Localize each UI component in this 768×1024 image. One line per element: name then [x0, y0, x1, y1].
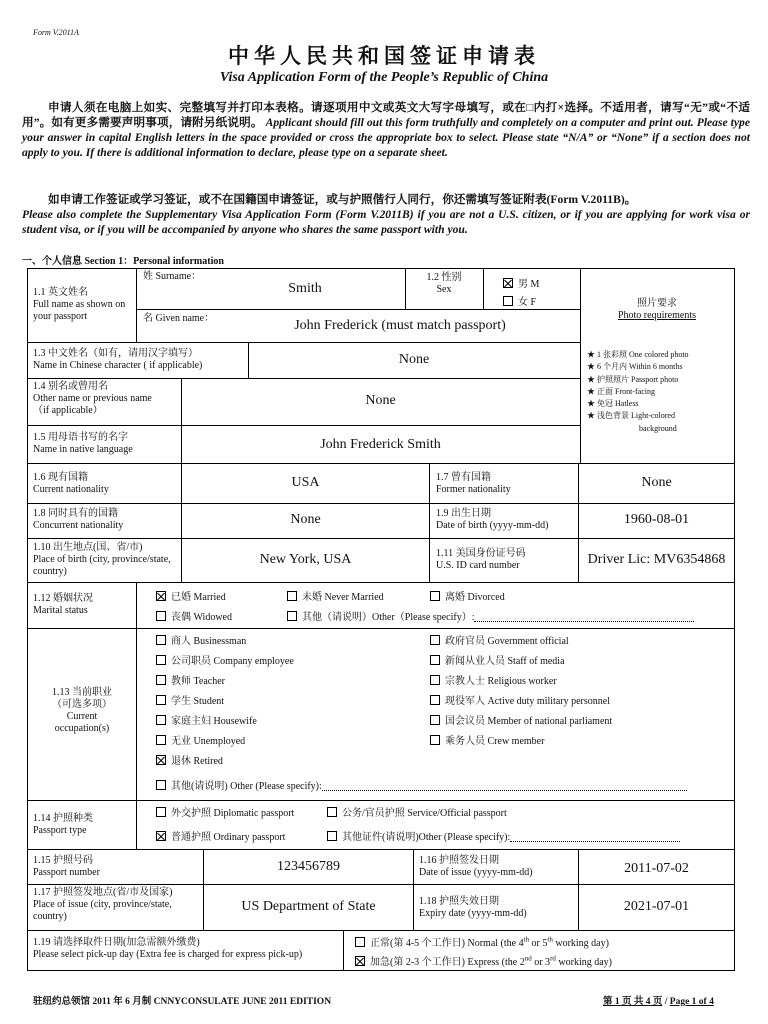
occupation-company-employee-option[interactable]: 公司职员 Company employee — [156, 652, 294, 667]
passport-issue-place-value[interactable]: US Department of State — [241, 899, 376, 914]
field-1-4-label: 1.4 别名或曾用名 Other name or previous name （if applicable） — [33, 381, 152, 416]
passport-ordinary-option[interactable]: 普通护照 Ordinary passport — [156, 828, 285, 843]
sex-male-option[interactable]: 男 M — [503, 275, 539, 290]
current-nationality-value[interactable]: USA — [291, 475, 320, 490]
checkbox-icon[interactable] — [430, 591, 440, 601]
photo-req-item: ★ 正面 Front-facing — [587, 386, 655, 396]
checkbox-icon[interactable] — [287, 611, 297, 621]
marital-never-married-option[interactable]: 未婚 Never Married — [287, 588, 384, 603]
pickup-express-option[interactable]: 加急(第 2-3 个工作日) Express (the 2nd or 3rd working day) — [355, 953, 612, 968]
occupation-businessman-option[interactable]: 商人 Businessman — [156, 632, 246, 647]
marital-widowed-option[interactable]: 丧偶 Widowed — [156, 608, 232, 623]
checkbox-icon[interactable] — [327, 831, 337, 841]
occupation-religious-worker-option[interactable]: 宗教人士 Religious worker — [430, 672, 557, 687]
given-name-value[interactable]: John Frederick (must match passport) — [294, 318, 506, 333]
occupation-student-option[interactable]: 学生 Student — [156, 692, 224, 707]
marital-other-input[interactable] — [474, 621, 694, 622]
occupation-retired-option[interactable]: 退休 Retired — [156, 752, 223, 767]
field-1-2-label: 1.2 性别 Sex — [426, 272, 462, 295]
occupation-government-official-option[interactable]: 政府官员 Government official — [430, 632, 569, 647]
footer-edition: 驻纽约总领馆 2011 年 6 月制 CNNYCONSULATE JUNE 2011 EDITION — [33, 997, 332, 1007]
form-number: Form V.2011A — [33, 28, 79, 37]
checkbox-icon[interactable] — [355, 937, 365, 947]
photo-req-item: ★ 浅色背景 Light-colored — [587, 411, 675, 421]
marital-other-option[interactable]: 其他（请说明）Other（Please specify）: — [287, 608, 694, 623]
field-1-19-label: 1.19 请选择取件日期(加急需额外缴费) Please select pick-up day (Extra fee is charged for express pick-up) — [33, 937, 303, 960]
checkbox-icon[interactable] — [327, 807, 337, 817]
us-id-number-value[interactable]: Driver Lic: MV6354868 — [587, 552, 726, 567]
checkbox-checked-icon[interactable] — [156, 755, 166, 765]
checkbox-icon[interactable] — [156, 807, 166, 817]
photo-requirements-list — [587, 349, 732, 435]
field-1-16-label: 1.16 护照签发日期 Date of issue (yyyy-mm-dd) — [419, 855, 533, 878]
checkbox-icon[interactable] — [156, 695, 166, 705]
checkbox-icon[interactable] — [156, 715, 166, 725]
passport-other-input[interactable] — [510, 841, 680, 842]
checkbox-icon[interactable] — [156, 780, 166, 790]
checkbox-icon[interactable] — [156, 611, 166, 621]
checkbox-icon[interactable] — [430, 715, 440, 725]
checkbox-checked-icon[interactable] — [355, 956, 365, 966]
photo-req-item: ★ 1 张彩照 One colored photo — [587, 350, 689, 359]
passport-service-option[interactable]: 公务/官员护照 Service/Official passport — [327, 804, 507, 819]
field-1-5-label: 1.5 用母语书写的名字 Name in native language — [33, 432, 133, 455]
surname-label: 姓 Surname： — [143, 271, 202, 282]
checkbox-icon[interactable] — [430, 655, 440, 665]
checkbox-icon[interactable] — [156, 655, 166, 665]
checkbox-icon[interactable] — [430, 735, 440, 745]
checkbox-icon[interactable] — [156, 735, 166, 745]
other-name-value[interactable]: None — [365, 393, 396, 408]
place-of-birth-value[interactable]: New York, USA — [259, 552, 352, 567]
passport-other-option[interactable]: 其他证件(请说明)Other (Please specify): — [327, 828, 680, 843]
field-1-6-label: 1.6 现有国籍 Current nationality — [33, 472, 109, 495]
passport-diplomatic-option[interactable]: 外交护照 Diplomatic passport — [156, 804, 294, 819]
occupation-crew-member-option[interactable]: 乘务人员 Crew member — [430, 732, 544, 747]
occupation-housewife-option[interactable]: 家庭主妇 Housewife — [156, 712, 257, 727]
instructions-paragraph-1: 申请人须在电脑上如实、完整填写并打印本表格。请逐项用中文或英文大写字母填写，或在□内打×选择。不适用者，请写“无”或“不适用”。如有更多需要声明事项，请附另纸说明。 Applicant should fill out this form truthfully and completely on a computer and print out. Please type your answer in capital English letters in the space provided or cross the appropriate box to select. Please state “N/A” or “None” if a section does not apply to you. If there is additional information to declare, please type on a separate sheet. — [22, 101, 750, 159]
field-1-1-label: 1.1 英文姓名 Full name as shown on your passport — [33, 287, 126, 322]
photo-req-item: background — [639, 423, 677, 433]
field-1-8-label: 1.8 同时具有的国籍 Concurrent nationality — [33, 508, 124, 531]
passport-expiry-date-value[interactable]: 2021-07-01 — [623, 899, 690, 914]
field-1-15-label: 1.15 护照号码 Passport number — [33, 855, 100, 878]
occupation-teacher-option[interactable]: 教师 Teacher — [156, 672, 225, 687]
native-name-value[interactable]: John Frederick Smith — [320, 437, 441, 452]
field-1-12-label: 1.12 婚姻状况 Marital status — [33, 593, 93, 616]
section-1-heading: 一、个人信息 Section 1：Personal information — [22, 256, 224, 267]
checkbox-icon[interactable] — [156, 675, 166, 685]
sex-female-option[interactable]: 女 F — [503, 293, 536, 308]
occupation-military-option[interactable]: 现役军人 Active duty military personnel — [430, 692, 610, 707]
passport-issue-date-value[interactable]: 2011-07-02 — [624, 861, 689, 876]
field-1-13-label: 1.13 当前职业 （可选多项） Current occupation(s) — [52, 687, 112, 734]
form-title-english: Visa Application Form of the People’s Republic of China — [219, 70, 549, 85]
field-1-18-label: 1.18 护照失效日期 Expiry date (yyyy-mm-dd) — [419, 896, 527, 919]
checkbox-icon[interactable] — [430, 695, 440, 705]
photo-req-item: ★ 护照照片 Passport photo — [587, 374, 679, 384]
photo-req-item: ★ 免冠 Hatless — [587, 399, 639, 409]
passport-number-value[interactable]: 123456789 — [277, 859, 340, 874]
pickup-normal-option[interactable]: 正常(第 4-5 个工作日) Normal (the 4th or 5th working day) — [355, 934, 609, 949]
surname-value[interactable]: Smith — [288, 281, 322, 296]
occupation-parliament-option[interactable]: 国会议员 Member of national parliament — [430, 712, 612, 727]
former-nationality-value[interactable]: None — [641, 475, 672, 490]
chinese-name-value[interactable]: None — [398, 352, 430, 367]
checkbox-checked-icon[interactable] — [156, 591, 166, 601]
field-1-10-label: 1.10 出生地点(国、省/市) Place of birth (city, province/state, country) — [33, 542, 171, 577]
photo-req-item: ★ 6 个月内 Within 6 months — [587, 362, 683, 372]
checkbox-checked-icon[interactable] — [503, 278, 513, 288]
date-of-birth-value[interactable]: 1960-08-01 — [623, 512, 690, 527]
checkbox-checked-icon[interactable] — [156, 831, 166, 841]
checkbox-icon[interactable] — [430, 675, 440, 685]
form-title-chinese: 中华人民共和国签证申请表 — [228, 44, 540, 68]
field-1-9-label: 1.9 出生日期 Date of birth (yyyy-mm-dd) — [436, 508, 549, 531]
field-1-17-label: 1.17 护照签发地点(省/市及国家) Place of issue (city, province/state, country) — [33, 887, 173, 922]
instructions-paragraph-2: 如申请工作签证或学习签证，或不在国籍国申请签证，或与护照偕行人同行，你还需填写签证附表(Form V.2011B)。 Please also complete the Supplementary Visa Application Form (Form V.2011B) if you are not a U.S. citizen, or if you are applying for work visa or student visa, or if you will be accompanied by anyone who shares the same passport with you. — [22, 193, 750, 236]
marital-married-option[interactable]: 已婚 Married — [156, 588, 226, 603]
marital-divorced-option[interactable]: 离婚 Divorced — [430, 588, 505, 603]
field-1-3-label: 1.3 中文姓名（如有，请用汉字填写） Name in Chinese character ( if applicable) — [33, 348, 203, 371]
field-1-7-label: 1.7 曾有国籍 Former nationality — [436, 472, 511, 495]
checkbox-icon[interactable] — [156, 635, 166, 645]
field-1-14-label: 1.14 护照种类 Passport type — [33, 813, 93, 836]
field-1-11-label: 1.11 美国身份证号码 U.S. ID card number — [436, 548, 526, 571]
concurrent-nationality-value[interactable]: None — [290, 512, 321, 527]
checkbox-icon[interactable] — [430, 635, 440, 645]
checkbox-icon[interactable] — [503, 296, 513, 306]
checkbox-icon[interactable] — [287, 591, 297, 601]
occupation-unemployed-option[interactable]: 无业 Unemployed — [156, 732, 245, 747]
footer-page-number: 第 1 页 共 4 页 / Page 1 of 4 — [603, 997, 714, 1007]
occupation-other-option[interactable]: 其他(请说明) Other (Please specify): — [156, 777, 687, 792]
photo-requirements-title: 照片要求 Photo requirements — [617, 298, 697, 321]
given-name-label: 名 Given name： — [143, 313, 215, 324]
occupation-other-input[interactable] — [322, 790, 687, 791]
occupation-staff-of-media-option[interactable]: 新闻从业人员 Staff of media — [430, 652, 565, 667]
